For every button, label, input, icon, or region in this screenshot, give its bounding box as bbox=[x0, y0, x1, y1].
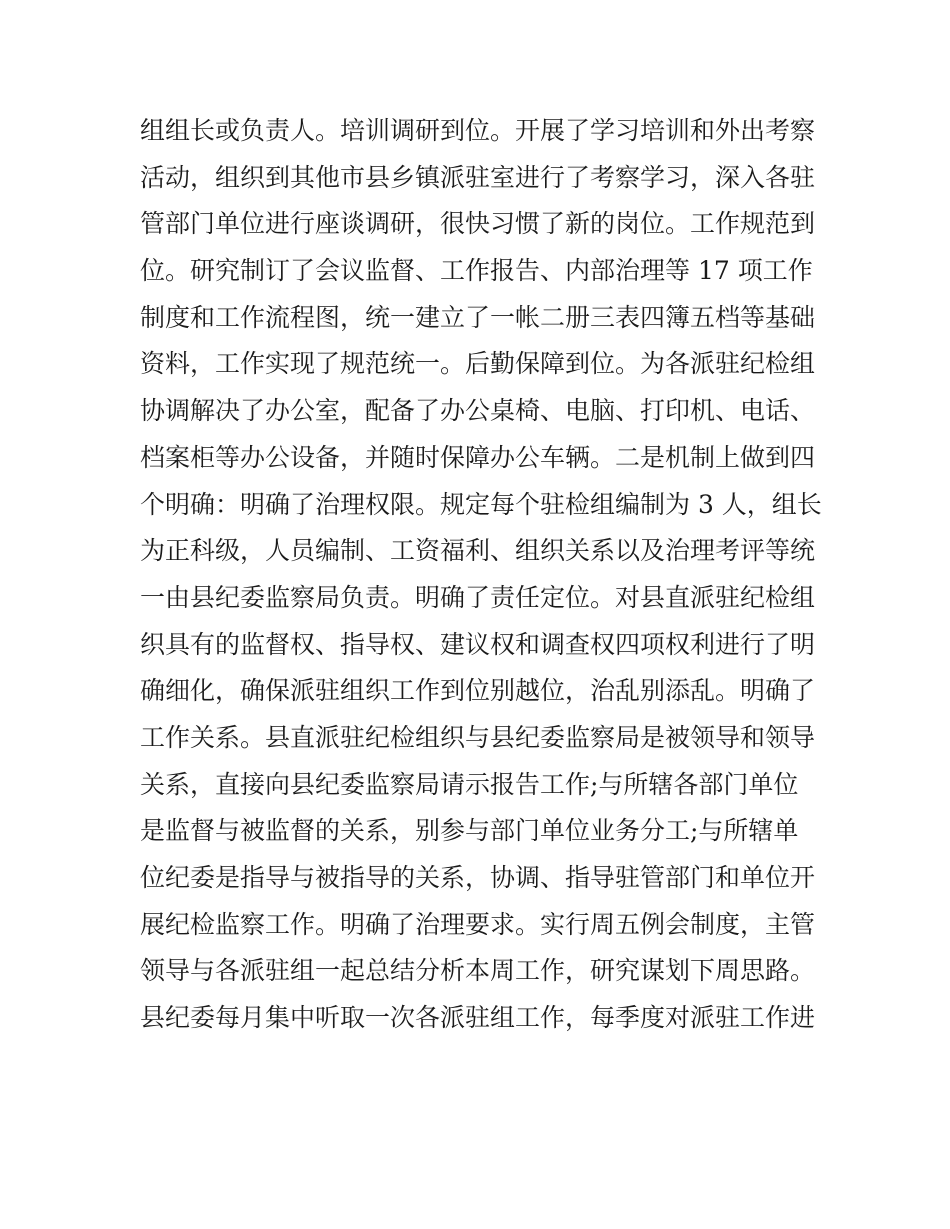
text-line: 位。研究制订了会议监督、工作报告、内部治理等 17 项工作 bbox=[140, 256, 813, 286]
text-line: 活动，组织到其他市县乡镇派驻室进行了考察学习，深入各驻 bbox=[140, 162, 816, 192]
text-line: 确细化，确保派驻组织工作到位别越位，治乱别添乱。明确了 bbox=[140, 676, 816, 706]
body-text bbox=[140, 108, 830, 1042]
text-line: 县纪委每月集中听取一次各派驻组工作，每季度对派驻工作进 bbox=[140, 1003, 816, 1033]
text-line: 为正科级，人员编制、工资福利、组织关系以及治理考评等统 bbox=[140, 536, 816, 566]
text-line: 档案柜等办公设备，并随时保障办公车辆。二是机制上做到四 bbox=[140, 442, 816, 472]
text-line: 制度和工作流程图，统一建立了一帐二册三表四簿五档等基础 bbox=[140, 302, 816, 332]
text-line: 资料，工作实现了规范统一。后勤保障到位。为各派驻纪检组 bbox=[140, 349, 816, 379]
text-line: 管部门单位进行座谈调研，很快习惯了新的岗位。工作规范到 bbox=[140, 209, 816, 239]
text-line: 展纪检监察工作。明确了治理要求。实行周五例会制度，主管 bbox=[140, 909, 816, 939]
text-line: 关系，直接向县纪委监察局请示报告工作;与所辖各部门单位 bbox=[140, 769, 799, 799]
text-line: 位纪委是指导与被指导的关系，协调、指导驻管部门和单位开 bbox=[140, 863, 816, 892]
text-line: 领导与各派驻组一起总结分析本周工作，研究谋划下周思路。 bbox=[140, 956, 816, 986]
text-line: 个明确：明确了治理权限。规定每个驻检组编制为 3 人，组长 bbox=[140, 489, 822, 519]
text-line: 组组长或负责人。培训调研到位。开展了学习培训和外出考察 bbox=[140, 116, 816, 145]
text-line: 工作关系。县直派驻纪检组织与县纪委监察局是被领导和领导 bbox=[140, 722, 816, 752]
text-line: 一由县纪委监察局负责。明确了责任定位。对县直派驻纪检组 bbox=[140, 582, 816, 612]
text-line: 是监督与被监督的关系，别参与部门单位业务分工;与所辖单 bbox=[140, 816, 799, 846]
text-line: 协调解决了办公室，配备了办公桌椅、电脑、打印机、电话、 bbox=[140, 396, 816, 426]
text-line: 织具有的监督权、指导权、建议权和调查权四项权利进行了明 bbox=[140, 629, 816, 659]
